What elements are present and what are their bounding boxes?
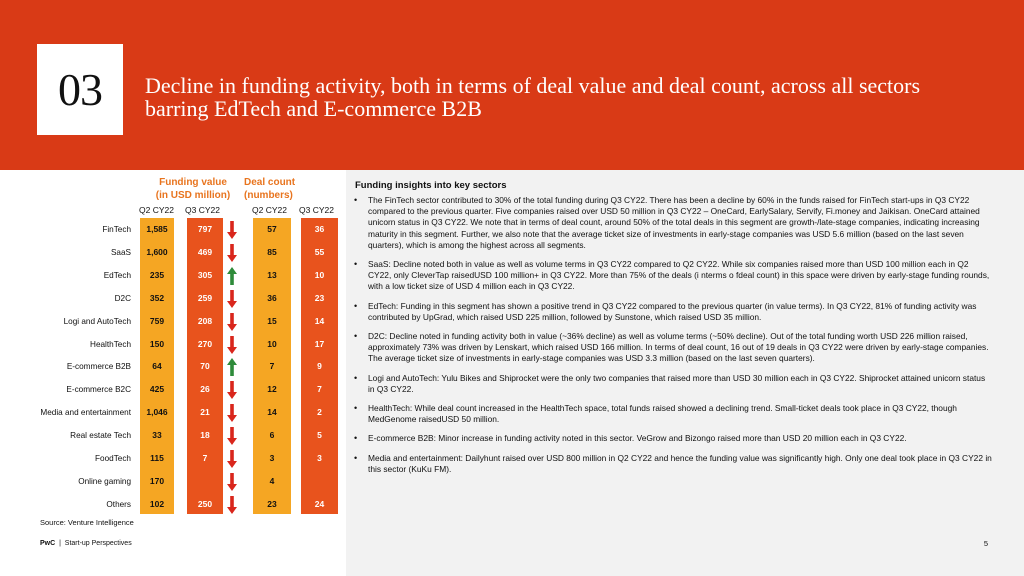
sector-label: Others (106, 499, 131, 509)
dc-q2-period: Q2 CY22 (252, 205, 287, 215)
insight-d2c: • D2C: Decline noted in funding activity both in value (~36% decline) as well as volume terms (~50% decline). Out of the total funding worth USD 226 million raised, approximately 73% was driven by Lenskart, which raised USD 166 million. In terms of deal count, 16 out of 19 deals in Q3 CY22 were driven by early-stage companies. The average ticket size of investments in early-stage companies was USD 3.3 million (based on the last seven quarters). (352, 331, 992, 365)
funding-value-q3: 70 (200, 361, 210, 372)
trend-down-arrow-icon (227, 427, 237, 445)
funding-value-q3: 797 (197, 224, 213, 234)
trend-up-arrow-icon (227, 358, 237, 376)
trend-down-arrow-icon (227, 336, 237, 354)
funding-value-q3: 250 (197, 498, 213, 509)
deal-count-q3: 17 (314, 338, 325, 349)
trend-down-arrow-icon (227, 450, 237, 468)
deal-count-q2: 3 (269, 453, 275, 463)
sector-label: Real estate Tech (70, 431, 131, 441)
deal-count-q2: 85 (267, 246, 277, 257)
source-note: Source: Venture Intelligence (40, 518, 134, 527)
funding-value-title: Funding value (159, 177, 227, 188)
trend-down-arrow-icon (227, 244, 237, 262)
funding-value-header (138, 176, 248, 202)
deal-count-q3: 7 (317, 384, 322, 395)
sector-label: FinTech (102, 225, 131, 234)
deal-count-q2: 7 (269, 361, 275, 372)
deal-count-q2: 15 (267, 315, 277, 326)
funding-value-q3: 7 (202, 453, 208, 463)
deal-count-q2: 14 (267, 407, 277, 418)
down-arrow-shape (227, 427, 237, 445)
trend-down-arrow-icon (227, 313, 237, 331)
sector-label: Logi and AutoTech (63, 316, 131, 326)
down-arrow-shape (227, 496, 237, 514)
deal-count-q3: 14 (314, 315, 325, 326)
down-arrow-shape (227, 336, 237, 354)
trend-up-arrow-icon (227, 267, 237, 285)
down-arrow-shape (227, 381, 237, 399)
funding-value-q2: 102 (149, 498, 165, 509)
deal-count-q2: 10 (267, 338, 277, 349)
insight-saas: • SaaS: Decline noted both in value as well as volume terms in Q3 CY22 compared to Q2 CY22. While six companies raised more than USD 100 million each in Q2 CY22, only CleverTap raisedUSD 100 million+ in Q3 CY22. More than 75% of the deals (i nterms o fdeal count) in this space were driven by early-stage funding rounds, with a low ticket size of USD 4 million each in Q3 CY22. (352, 259, 992, 293)
deal-count-q2: 36 (267, 292, 277, 303)
funding-value-unit: (in USD million) (155, 190, 231, 201)
funding-value-q3: 270 (197, 338, 213, 349)
footer (40, 540, 132, 547)
down-arrow-shape (227, 473, 237, 491)
insights-title: Funding insights into key sectors (355, 180, 507, 191)
deal-count-q3: 9 (317, 361, 322, 372)
funding-value-q3: 469 (197, 246, 213, 257)
deal-count-q3: 5 (317, 430, 322, 441)
funding-value-q2: 1,585 (146, 224, 168, 234)
insights-list (352, 195, 992, 475)
down-arrow-shape (227, 290, 237, 308)
fv-q2-period: Q2 CY22 (139, 205, 174, 215)
deal-count-q3: 3 (317, 453, 322, 463)
funding-value-q2: 33 (152, 430, 162, 441)
deal-count-q3: 2 (317, 407, 322, 418)
insight-fintech: • The FinTech sector contributed to 30% of the total funding during Q3 CY22. There has been a decline by 60% in the funds raised for FinTech start-ups in Q3 CY22 compared to the previous quarter. Five companies raised over USD 50 million in Q3 CY22 – OneCard, EarlySalary, Servify, Fi.money and Jaikisan. OneCard attained unicorn status in Q3 CY22. We note that in terms of deal count, around 50% of the total deals in this segment are growth-/late-stage companies, indicating increasing maturity in this segment. Further, we also note that the average ticket size of investments in early-stage companies was USD 5.6 million (based on the last seven quarters), which is among the highest across all segments. (352, 195, 992, 251)
sector-label: FoodTech (95, 454, 131, 463)
funding-value-q2: 352 (149, 292, 165, 303)
section-number-box (37, 44, 123, 135)
funding-value-q2: 115 (150, 453, 164, 463)
deal-count-q3: 23 (314, 292, 325, 303)
funding-value-q3: 21 (200, 407, 210, 418)
funding-value-q2: 235 (149, 269, 165, 280)
footer-text: Start-up Perspectives (64, 540, 132, 547)
footer-separator: | (59, 540, 61, 547)
sector-label: Media and entertainment (40, 408, 131, 418)
deal-count-q2: 4 (269, 475, 275, 486)
deal-count-q3: 36 (314, 224, 325, 234)
trend-down-arrow-icon (227, 290, 237, 308)
sector-label: E-commerce B2C (66, 385, 131, 395)
deal-count-q2: 13 (267, 269, 277, 280)
deal-count-header (244, 176, 326, 202)
funding-value-q2: 64 (152, 361, 162, 372)
deal-count-q2: 6 (269, 430, 275, 441)
header-band (0, 0, 1024, 170)
sector-label: D2C (114, 293, 131, 303)
trend-down-arrow-icon (227, 221, 237, 239)
deal-count-q3: 10 (314, 269, 325, 280)
funding-value-q2: 425 (149, 384, 165, 395)
deal-count-q2: 57 (267, 224, 277, 234)
funding-value-q2: 150 (149, 338, 165, 349)
funding-value-q3: 259 (197, 292, 213, 303)
insight-edtech: • EdTech: Funding in this segment has shown a positive trend in Q3 CY22 compared to the previous quarter (in value terms). In Q3 CY22, 81% of funding activity was contributed by UpGrad, which raised USD 225 million, followed by Sunstone, which raised USD 35 million. (352, 301, 992, 323)
funding-value-q2: 1,600 (146, 246, 168, 257)
sector-label: EdTech (103, 270, 131, 280)
down-arrow-shape (227, 313, 237, 331)
deal-count-title: Deal count (244, 177, 296, 188)
insight-healthtech: • HealthTech: While deal count increased in the HealthTech space, total funds raised showed a declining trend. Small-ticket deals took place in Q3 CY22, though MedGenome raisedUSD 50 million. (352, 403, 992, 425)
page-title: Decline in funding activity, both in terms of deal value and deal count, across all sectors barring EdTech and E-commerce B2B (145, 73, 921, 121)
up-arrow-shape (227, 267, 237, 285)
deal-count-unit: (numbers) (244, 190, 293, 201)
down-arrow-shape (227, 404, 237, 422)
deal-count-q3: 55 (314, 246, 325, 257)
insight-ecommerce-b2b: • E-commerce B2B: Minor increase in funding activity noted in this sector. VeGrow and Bizongo raised more than USD 20 million each in Q3 CY22. (352, 433, 992, 444)
deal-count-q2: 12 (267, 384, 277, 395)
down-arrow-shape (227, 221, 237, 239)
deal-count-q3: 24 (314, 498, 325, 509)
down-arrow-shape (227, 450, 237, 468)
funding-value-q3: 18 (200, 430, 210, 441)
funding-value-q3: 26 (200, 384, 210, 395)
sector-label: SaaS (110, 247, 131, 257)
trend-down-arrow-icon (227, 381, 237, 399)
dc-q3-period: Q3 CY22 (299, 205, 334, 215)
page-number: 5 (983, 539, 988, 548)
fv-q3-period: Q3 CY22 (185, 205, 220, 215)
trend-down-arrow-icon (227, 496, 237, 514)
trend-down-arrow-icon (227, 473, 237, 491)
insight-logi-autotech: • Logi and AutoTech: Yulu Bikes and Shiprocket were the only two companies that raised more than USD 30 million each in Q3 CY22. Shiprocket attained unicorn status in Q3 CY22. (352, 373, 992, 395)
section-number: 03 (58, 64, 102, 115)
sector-label: HealthTech (90, 339, 131, 349)
sector-label: E-commerce B2B (66, 362, 131, 372)
insight-media-entertainment: • Media and entertainment: Dailyhunt raised over USD 800 million in Q2 CY22 and hence the funding value was significantly high. Only one deal took place in Q3 CY22 in this sector (KuKu FM). (352, 453, 992, 475)
footer-brand: PwC (40, 540, 56, 547)
funding-value-q3: 305 (197, 269, 213, 280)
up-arrow-shape (227, 358, 237, 376)
funding-value-q3: 208 (197, 315, 213, 326)
sector-label: Online gaming (78, 476, 131, 486)
down-arrow-shape (227, 244, 237, 262)
trend-down-arrow-icon (227, 404, 237, 422)
deal-count-q2: 23 (267, 498, 277, 509)
funding-value-q2: 1,046 (146, 407, 168, 418)
funding-value-q2: 170 (149, 475, 165, 486)
funding-value-q2: 759 (149, 315, 165, 326)
